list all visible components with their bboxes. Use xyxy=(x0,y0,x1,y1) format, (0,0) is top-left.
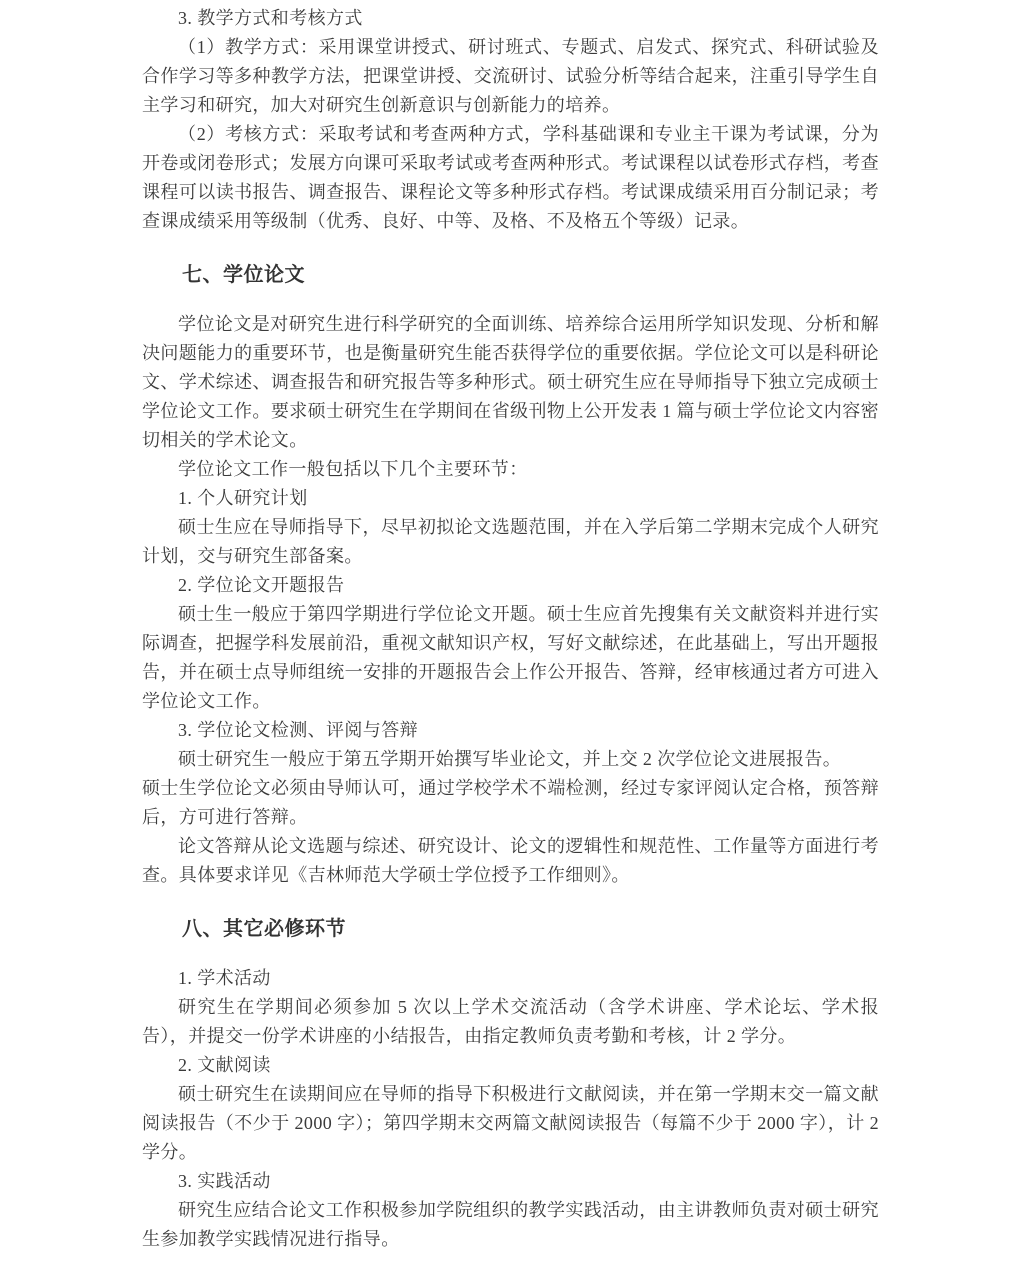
paragraph: 硕士生应在导师指导下，尽早初拟论文选题范围，并在入学后第二学期末完成个人研究计划，交与研究生部备案。 xyxy=(142,517,879,566)
section-heading: 八、其它必修环节 xyxy=(182,918,346,940)
paragraph: 2. 文献阅读 xyxy=(178,1055,271,1075)
paragraph: 学位论文工作一般包括以下几个主要环节： xyxy=(178,459,528,479)
paragraph: 论文答辩从论文选题与综述、研究设计、论文的逻辑性和规范性、工作量等方面进行考查。具体要求详见《吉林师范大学硕士学位授予工作细则》。 xyxy=(142,836,879,885)
paragraph: 3. 学位论文检测、评阅与答辩 xyxy=(178,720,418,740)
paragraph: 硕士生学位论文必须由导师认可，通过学校学术不端检测，经过专家评阅认定合格，预答辩后，方可进行答辩。 xyxy=(142,778,879,827)
section-heading: 七、学位论文 xyxy=(182,264,305,286)
paragraph: （1）教学方式：采用课堂讲授式、研讨班式、专题式、启发式、探究式、科研试验及合作学习等多种教学方法，把课堂讲授、交流研讨、试验分析等结合起来，注重引导学生自主学习和研究，加大对研究生创新意识与创新能力的培养。 xyxy=(142,37,879,115)
paragraph: 研究生应结合论文工作积极参加学院组织的教学实践活动，由主讲教师负责对硕士研究生参加教学实践情况进行指导。 xyxy=(142,1200,879,1249)
document-body xyxy=(142,4,879,1254)
paragraph: 硕士研究生在读期间应在导师的指导下积极进行文献阅读，并在第一学期末交一篇文献阅读报告（不少于 2000 字）；第四学期末交两篇文献阅读报告（每篇不少于 2000 字），计 2 学分。 xyxy=(142,1084,879,1162)
paragraph: 3. 实践活动 xyxy=(178,1171,271,1191)
paragraph: 2. 学位论文开题报告 xyxy=(178,575,345,595)
paragraph: （2）考核方式：采取考试和考查两种方式，学科基础课和专业主干课为考试课，分为开卷或闭卷形式；发展方向课可采取考试或考查两种形式。考试课程以试卷形式存档，考查课程可以读书报告、调查报告、课程论文等多种形式存档。考试课成绩采用百分制记录；考查课成绩采用等级制（优秀、良好、中等、及格、不及格五个等级）记录。 xyxy=(142,124,879,231)
paragraph: 研究生在学期间必须参加 5 次以上学术交流活动（含学术讲座、学术论坛、学术报告），并提交一份学术讲座的小结报告，由指定教师负责考勤和考核，计 2 学分。 xyxy=(142,997,879,1046)
paragraph: 学位论文是对研究生进行科学研究的全面训练、培养综合运用所学知识发现、分析和解决问题能力的重要环节，也是衡量研究生能否获得学位的重要依据。学位论文可以是科研论文、学术综述、调查报告和研究报告等多种形式。硕士研究生应在导师指导下独立完成硕士学位论文工作。要求硕士研究生在学期间在省级刊物上公开发表 1 篇与硕士学位论文内容密切相关的学术论文。 xyxy=(142,314,879,450)
paragraph: 1. 学术活动 xyxy=(178,968,271,988)
paragraph: 3. 教学方式和考核方式 xyxy=(178,8,363,28)
paragraph: 1. 个人研究计划 xyxy=(178,488,308,508)
paragraph: 硕士研究生一般应于第五学期开始撰写毕业论文，并上交 2 次学位论文进展报告。 xyxy=(178,749,842,769)
paragraph: 硕士生一般应于第四学期进行学位论文开题。硕士生应首先搜集有关文献资料并进行实际调查，把握学科发展前沿，重视文献知识产权，写好文献综述，在此基础上，写出开题报告，并在硕士点导师组统一安排的开题报告会上作公开报告、答辩，经审核通过者方可进入学位论文工作。 xyxy=(142,604,879,711)
